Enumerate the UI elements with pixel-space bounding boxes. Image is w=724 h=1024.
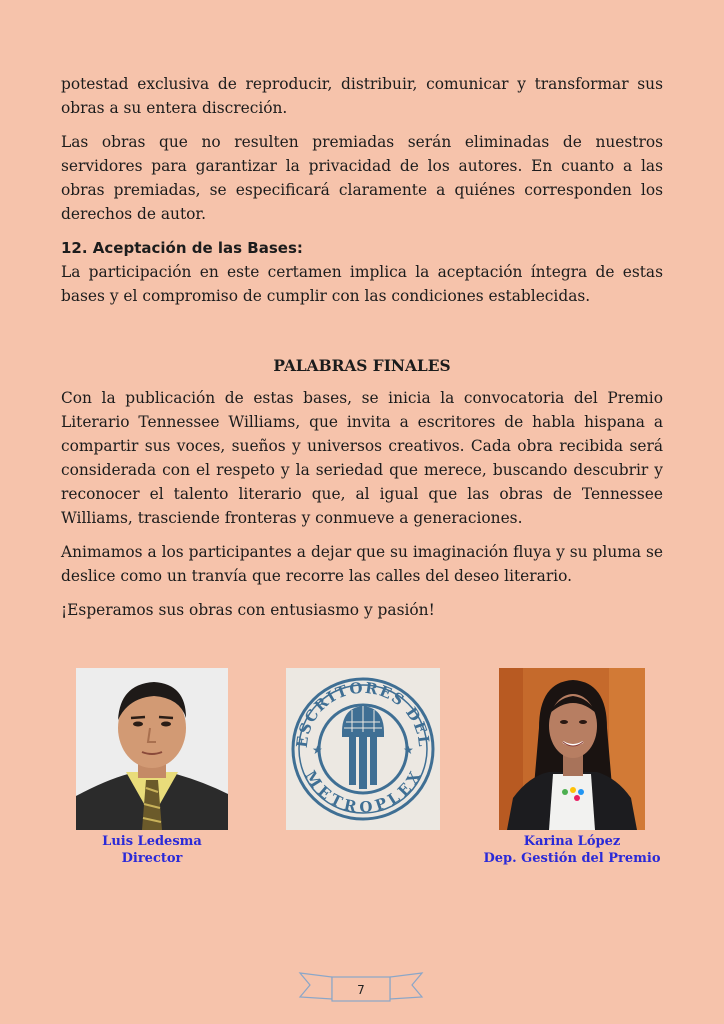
document-body (61, 72, 663, 632)
person-role-right: Dep. Gestión del Premio (483, 851, 661, 866)
portrait-karina-lopez (499, 668, 645, 830)
person-name-left: Luis Ledesma (102, 834, 202, 849)
final-words-closing: ¡Esperamos sus obras con entusiasmo y pasión! (61, 601, 435, 619)
portrait-woman-image (499, 668, 645, 830)
page-number: 7 (357, 983, 365, 997)
caption-right (478, 833, 666, 867)
paragraph-rights: potestad exclusiva de reproducir, distribuir, comunicar y transformar sus obras a su entera discreción. (61, 75, 663, 117)
section-12-heading: 12. Aceptación de las Bases: (61, 239, 303, 257)
logo-top-text: ESCRITORES DEL (292, 678, 434, 749)
section-12-text: La participación en este certamen implica la aceptación íntegra de estas bases y el compromiso de cumplir con las condiciones establecidas. (61, 263, 663, 305)
tower-stamp-logo (286, 668, 440, 830)
final-words-title: PALABRAS FINALES (273, 357, 451, 375)
paragraph-privacy: Las obras que no resulten premiadas serán eliminadas de nuestros servidores para garantizar la privacidad de los autores. En cuanto a las obras premiadas, se especificará claramente a quiénes corresponden los derechos de autor. (61, 133, 663, 223)
final-words-paragraph-2: Animamos a los participantes a dejar que su imaginación fluya y su pluma se deslice como un tranvía que recorre las calles del deseo literario. (61, 543, 663, 585)
person-name-right: Karina López (523, 834, 621, 849)
logo-escritores-metroplex (286, 668, 440, 830)
portrait-luis-ledesma (76, 668, 228, 830)
logo-bottom-text: METROPLEX (301, 767, 425, 817)
caption-left (68, 833, 236, 867)
portrait-man-image (76, 668, 228, 830)
svg-text:★: ★ (312, 743, 323, 757)
svg-text:★: ★ (403, 743, 414, 757)
person-role-left: Director (121, 851, 183, 866)
final-words-paragraph-1: Con la publicación de estas bases, se inicia la convocatoria del Premio Literario Tennessee Williams, que invita a escritores de habla hispana a compartir sus voces, sueños y universos creativos. Cada obra recibida será considerada con el respeto y la seriedad que merece, buscando descubrir y reconocer el talento literario que, al igual que las obras de Tennessee Williams, trasciende fronteras y conmueve a generaciones. (61, 389, 663, 527)
